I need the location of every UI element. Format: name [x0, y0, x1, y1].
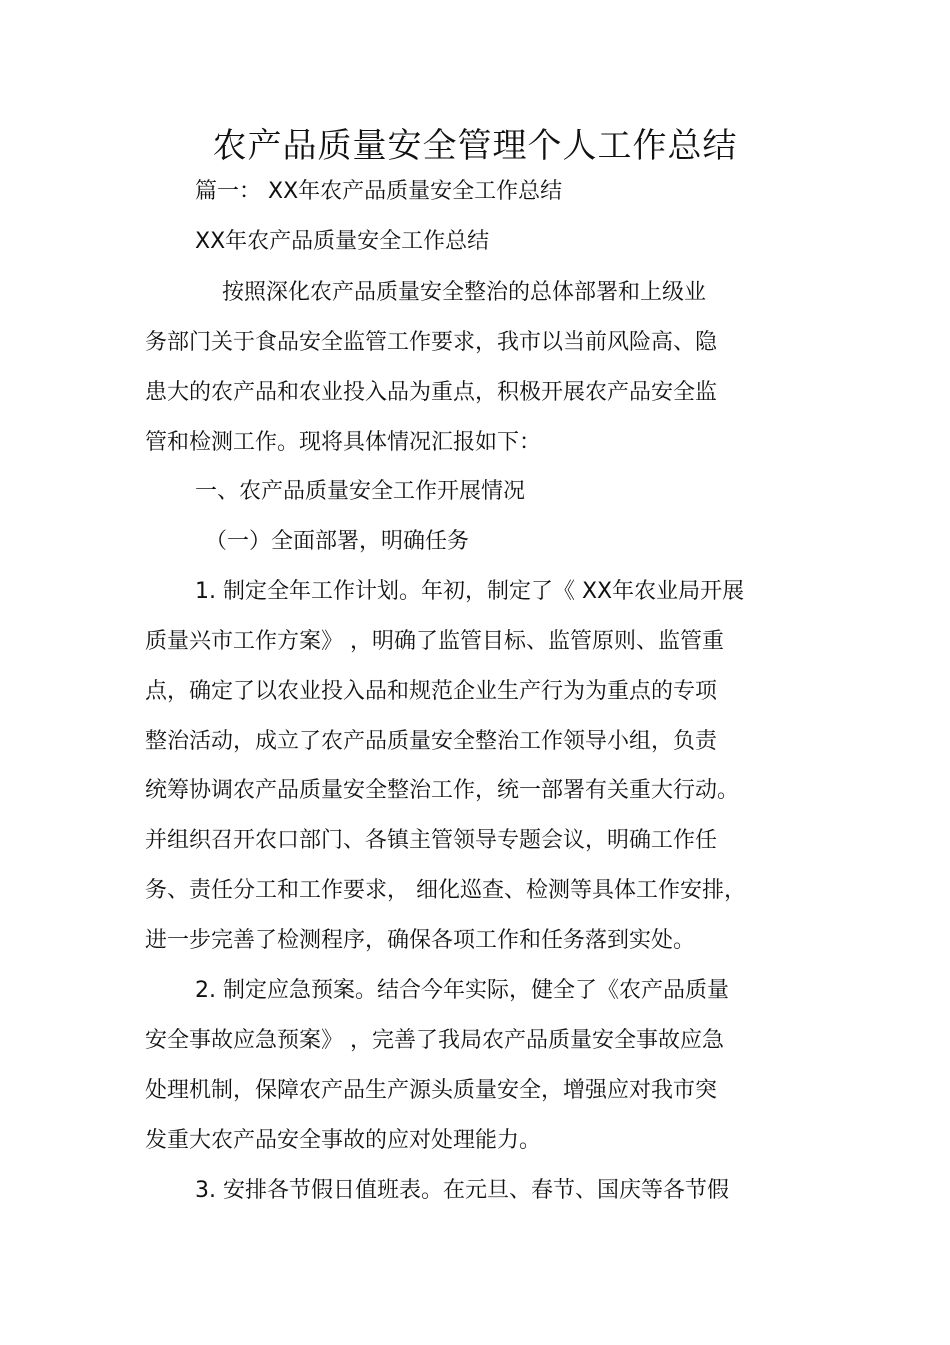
paragraph-line: 统筹协调农产品质量安全整治工作，统一部署有关重大行动。: [145, 778, 740, 803]
paragraph-line: 1. 制定全年工作计划。年初，制定了《 XX年农业局开展: [195, 579, 745, 604]
paragraph-line: 并组织召开农口部门、各镇主管领导专题会议，明确工作任: [145, 828, 718, 853]
paragraph-line: 患大的农产品和农业投入品为重点，积极开展农产品安全监: [145, 380, 718, 405]
section-heading-part-one: 篇一： XX年农产品质量安全工作总结: [195, 179, 563, 204]
paragraph-line: 质量兴市工作方案》 ，明确了监管目标、监管原则、监管重: [145, 629, 724, 654]
paragraph-line: 安全事故应急预案》 ，完善了我局农产品质量安全事故应急: [145, 1028, 724, 1053]
section-heading: 一、农产品质量安全工作开展情况: [195, 479, 526, 504]
paragraph-line: 3. 安排各节假日值班表。在元旦、春节、国庆等各节假: [195, 1178, 729, 1203]
paragraph-line: 点，确定了以农业投入品和规范企业生产行为为重点的专项: [145, 679, 718, 704]
paragraph-line: 务部门关于食品安全监管工作要求，我市以当前风险高、隐: [145, 330, 718, 355]
paragraph-line: 2. 制定应急预案。结合今年实际，健全了《农产品质量: [195, 978, 729, 1003]
paragraph-line: 务、责任分工和工作要求， 细化巡查、检测等具体工作安排，: [145, 878, 746, 903]
paragraph-line: 处理机制，保障农产品生产源头质量安全，增强应对我市突: [145, 1078, 718, 1103]
paragraph-line: 进一步完善了检测程序，确保各项工作和任务落到实处。: [145, 928, 696, 953]
document-title: 农产品质量安全管理个人工作总结: [212, 126, 738, 166]
paragraph-line: 管和检测工作。现将具体情况汇报如下：: [145, 430, 542, 455]
report-subtitle: XX年农产品质量安全工作总结: [195, 229, 490, 254]
paragraph-line: 整治活动，成立了农产品质量安全整治工作领导小组，负责: [145, 729, 718, 754]
subsection-heading: （一）全面部署，明确任务: [205, 529, 470, 554]
paragraph-line: 按照深化农产品质量安全整治的总体部署和上级业: [222, 280, 707, 305]
paragraph-line: 发重大农产品安全事故的应对处理能力。: [145, 1128, 542, 1153]
